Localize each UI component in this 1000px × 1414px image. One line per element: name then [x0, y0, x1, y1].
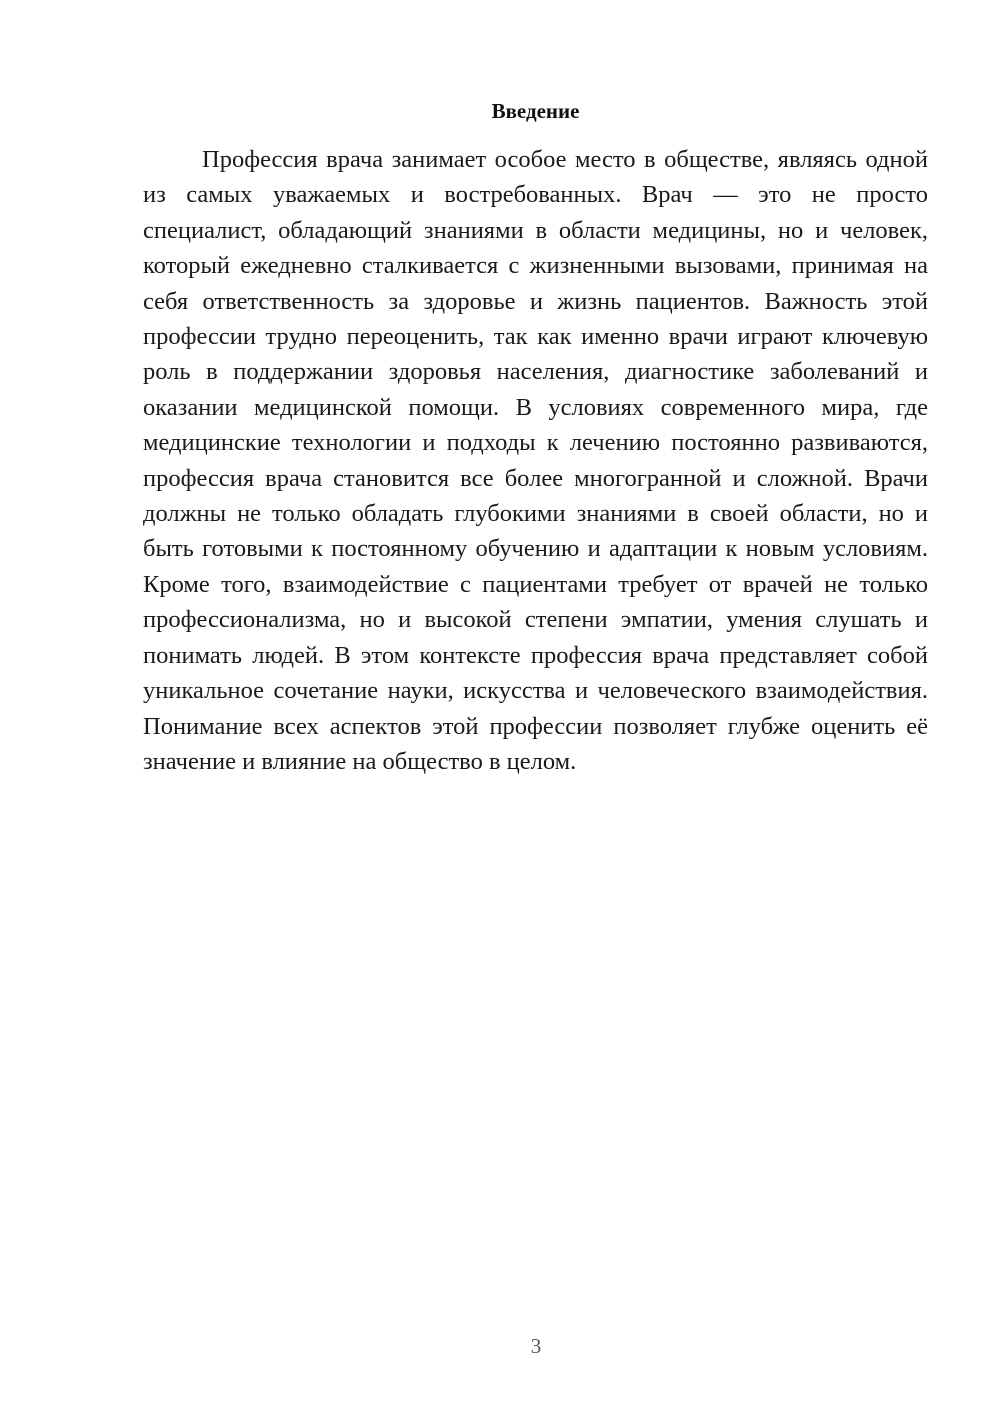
body-paragraph: Профессия врача занимает особое место в обществе, являясь одной из самых уважаемых и востребованных. Врач — это не просто специалист, обладающий знаниями в области медицины, но и человек, который ежедневно сталкивается с жизненными вызовами, принимая на себя ответственность за здоровье и жизнь пациентов. Важность этой профессии трудно переоценить, так как именно врачи играют ключевую роль в поддержании здоровья населения, диагностике заболеваний и оказании медицинской помощи. В условиях современного мира, где медицинские технологии и подходы к лечению постоянно развиваются, профессия врача становится все более многогранной и сложной. Врачи должны не только обладать глубокими знаниями в своей области, но и быть готовыми к постоянному обучению и адаптации к новым условиям. Кроме того, взаимодействие с пациентами требует от врачей не только профессионализма, но и высокой степени эмпатии, умения слушать и понимать людей. В этом контексте профессия врача представляет собой уникальное сочетание науки, искусства и человеческого взаимодействия. Понимание всех аспектов этой профессии позволяет глубже оценить её значение и влияние на общество в целом.: [143, 146, 928, 775]
section-heading: Введение: [491, 99, 580, 123]
page-number: 3: [530, 1334, 542, 1358]
